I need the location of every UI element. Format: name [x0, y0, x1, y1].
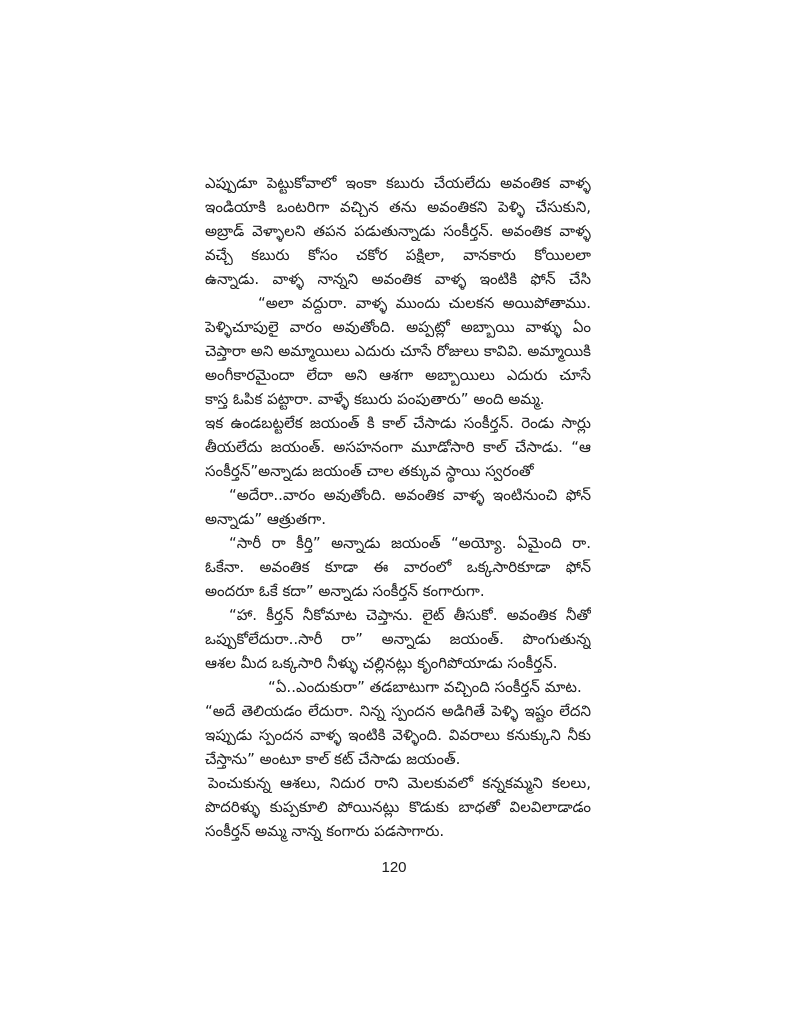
text-line: తీయలేదు జయంత్. అసహనంగా మూడోసారి కాల్ చేసాడు. “ఆ — [205, 438, 591, 456]
text-line: వచ్చే కబురు కోసం చకోర పక్షిలా, వానకారు కోయిలలా — [205, 246, 591, 264]
text-line: పొదరిళ్ళు కుప్పకూలి పోయినట్లు కొడుకు బాధతో విలవిలాడాడం — [205, 798, 591, 816]
text-line: ఎప్పుడూ పెట్టుకోవాలో ఇంకా కబురు చేయలేదు అవంతిక వాళ్ళ — [205, 174, 591, 192]
text-line: ఇక ఉండబట్టలేక జయంత్ కి కాల్ చేసాడు సంకీర్తన్. రెండు సార్లు — [205, 414, 591, 432]
text-line: ఆశల మీద ఒక్కసారి నీళ్ళు చల్లినట్లు కృంగిపోయాడు సంకీర్తన్. — [205, 654, 558, 672]
text-line: సంకీర్తన్ అమ్మ నాన్న కంగారు పడసాగారు. — [205, 822, 445, 840]
text-line: అబ్రాడ్ వెళ్ళాలని తపన పడుతున్నాడు సంకీర్తన్. అవంతిక వాళ్ళ — [205, 222, 591, 240]
text-line: సంకీర్తన్”అన్నాడు జయంత్ చాల తక్కువ స్థాయి స్వరంతో — [205, 462, 534, 480]
text-line: చెప్తారా అని అమ్మాయిలు ఎదురు చూసే రోజులు కావివి. అమ్మాయికి — [205, 342, 591, 360]
body-text — [205, 171, 591, 843]
text-line: “అలా వద్దురా. వాళ్ళ ముందు చులకన అయిపోతాము. — [258, 294, 591, 312]
text-line: “ఏ..ఎందుకురా” తడబాటుగా వచ్చింది సంకీర్తన్ మాట. — [268, 678, 582, 696]
text-line: అందరూ ఓకే కదా” అన్నాడు సంకీర్తన్ కంగారుగా. — [205, 582, 485, 600]
text-line: “హా. కీర్తన్ నీకోమాట చెప్తాను. లైట్ తీసుకో. అవంతిక నీతో — [229, 606, 591, 624]
text-line: ఇండియాకి ఒంటరిగా వచ్చిన తను అవంతికని పెళ్ళి చేసుకుని, — [205, 198, 591, 216]
text-line: “అదే తెలియడం లేదురా. నిన్న స్పందన అడిగితే పెళ్ళి ఇష్టం లేదని — [205, 702, 591, 720]
text-line: “అదేరా..వారం అవుతోంది. అవంతిక వాళ్ళ ఇంటినుంచి ఫోన్ — [229, 486, 591, 504]
text-line: ఒప్పుకోలేదురా..సారీ రా” అన్నాడు జయంత్. పొంగుతున్న — [205, 630, 591, 648]
text-line: “సారీ రా కీర్తి” అన్నాడు జయంత్ “అయ్యో. ఏమైంది రా. — [229, 534, 591, 552]
text-line: ఇప్పుడు స్పందన వాళ్ళ ఇంటికి వెళ్ళింది. వివరాలు కనుక్కుని నీకు — [205, 726, 591, 744]
text-line: ఓకేనా. అవంతిక కూడా ఈ వారంలో ఒక్కసారికూడా ఫోన్ — [205, 558, 591, 576]
page-number: 120 — [381, 859, 407, 876]
text-line: పెంచుకున్న ఆశలు, నిదుర రాని మెలకువలో కన్నకమ్మని కలలు, — [208, 774, 591, 792]
text-line: అంగీకారమైందా లేదా అని ఆశగా అబ్బాయిలు ఎదురు చూసే — [205, 366, 591, 384]
text-line: ఉన్నాడు. వాళ్ళ నాన్నని అవంతిక వాళ్ళ ఇంటికి ఫోన్ చేసి — [205, 270, 591, 288]
text-line: పెళ్ళిచూపులై వారం అవుతోంది. అప్పట్లో అబ్బాయి వాళ్ళు ఏం — [205, 318, 591, 336]
text-line: అన్నాడు” ఆత్రుతగా. — [205, 510, 326, 528]
text-line: చేస్తాను” అంటూ కాల్ కట్ చేసాడు జయంత్. — [205, 750, 461, 768]
text-line: కాస్త ఓపిక పట్టారా. వాళ్ళే కబురు పంపుతారు” అంది అమ్మ. — [205, 390, 545, 408]
